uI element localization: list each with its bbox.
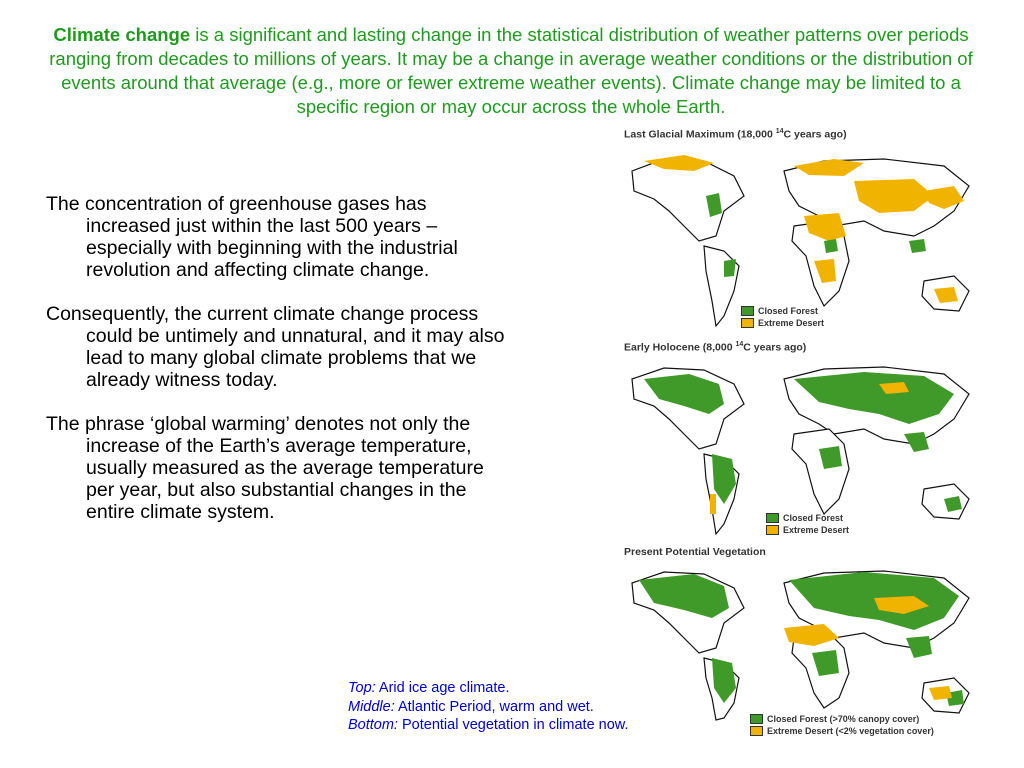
map-panel-glacial bbox=[624, 128, 988, 331]
intro-term: Climate change bbox=[53, 24, 191, 45]
bullet-list bbox=[46, 193, 516, 545]
map-legend: Closed Forest Extreme Desert bbox=[766, 512, 849, 536]
bullet-item: The phrase ‘global warming’ denotes not only the increase of the Earth’s average temperature, usually measured as the average temperature per year, but also substantial changes in the entire climate system. bbox=[46, 413, 484, 523]
map-legend: Closed Forest Extreme Desert bbox=[741, 305, 824, 329]
caption-line: Bottom: Potential vegetation in climate now. bbox=[348, 717, 629, 733]
map-panel-holocene bbox=[624, 341, 988, 539]
caption-line: Middle: Atlantic Period, warm and wet. bbox=[348, 698, 594, 715]
forest-swatch bbox=[766, 513, 779, 523]
map-caption bbox=[348, 679, 629, 735]
bullet-item: The concentration of greenhouse gases has increased just within the last 500 years – especially with beginning with the industrial revolution and affecting climate change. bbox=[46, 193, 458, 281]
desert-swatch bbox=[750, 726, 763, 736]
map-panel-present bbox=[624, 546, 988, 723]
desert-swatch bbox=[766, 525, 779, 535]
map-title: Present Potential Vegetation bbox=[624, 546, 766, 558]
map-title: Last Glacial Maximum (18,000 $^{14}$C years ago) bbox=[624, 128, 847, 141]
bullet-item: Consequently, the current climate change process could be untimely and unnatural, and it may also lead to many global climate problems that we already witness today. bbox=[46, 303, 505, 391]
desert-swatch bbox=[741, 318, 754, 328]
map-legend: Closed Forest (>70% canopy cover) Extreme Desert (<2% vegetation cover) bbox=[750, 713, 934, 737]
intro-text: is a significant and lasting change in the statistical distribution of weather patterns over periods ranging from decades to millions of years. It may be a change in average weather conditions or the distribution of events around that average (e.g., more or fewer extreme weather events). Climate change may be limited to a specific region or may occur across the whole Earth. bbox=[49, 24, 973, 117]
world-map-image bbox=[624, 558, 984, 723]
map-title: Early Holocene (8,000 $^{14}$C years ago) bbox=[624, 341, 807, 354]
intro-paragraph bbox=[30, 23, 992, 119]
forest-swatch bbox=[741, 306, 754, 316]
caption-line: Top: Arid ice age climate. bbox=[348, 680, 510, 696]
world-map-image bbox=[624, 141, 984, 331]
forest-swatch bbox=[750, 714, 763, 724]
world-map-image bbox=[624, 354, 984, 539]
